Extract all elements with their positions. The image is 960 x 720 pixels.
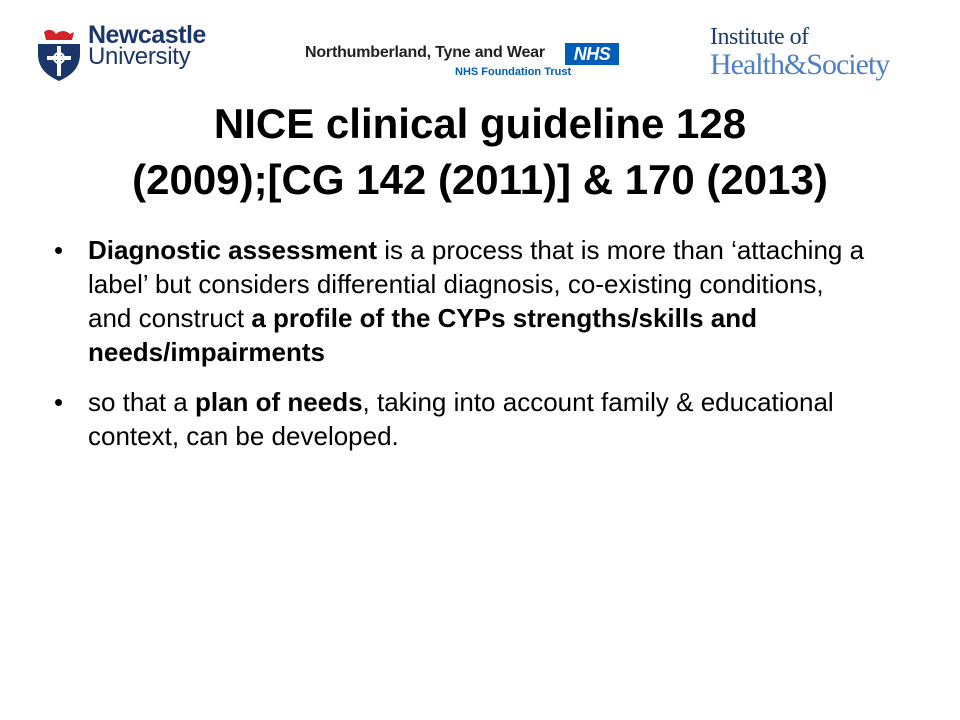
nhs-badge: NHS <box>565 43 619 65</box>
bullet-item <box>50 233 870 369</box>
university-crest-icon <box>36 24 82 82</box>
slide-body <box>50 233 870 469</box>
bullet-bold-text: Diagnostic assessment <box>88 235 378 265</box>
bullet-bold-text: plan of needs <box>194 387 363 417</box>
slide-title <box>40 96 920 208</box>
university-name-line1: Newcastle <box>88 21 206 49</box>
nhs-trust-logo <box>305 44 619 84</box>
bullet-item <box>50 385 870 453</box>
bullet-bold-text: a profile of the CYPs strengths/skills and needs/impairments <box>88 303 757 367</box>
institute-line1: Institute of <box>710 24 809 50</box>
institute-health-society-logo <box>710 24 889 80</box>
newcastle-university-logo <box>36 21 206 86</box>
institute-line2: Health&Society <box>710 48 890 81</box>
bullet-marker: • <box>54 387 64 417</box>
bullet-text: is a process that is more than ‘attaching a label’ but considers differential diagnosis, co-existing conditions, and construct <box>88 235 865 333</box>
university-name-line2: University <box>88 43 191 70</box>
bullet-text: , taking into account family & educational context, can be developed. <box>88 387 834 451</box>
nhs-trust-name: Northumberland, Tyne and Wear <box>305 44 545 61</box>
slide-title-line1: NICE clinical guideline 128 <box>213 100 747 147</box>
bullet-marker: • <box>54 235 64 265</box>
nhs-foundation-trust-label: NHS Foundation Trust <box>455 66 572 78</box>
slide-title-line2: (2009);[CG 142 (2011)] & 170 (2013) <box>132 156 828 203</box>
bullet-text: so that a <box>88 387 195 417</box>
